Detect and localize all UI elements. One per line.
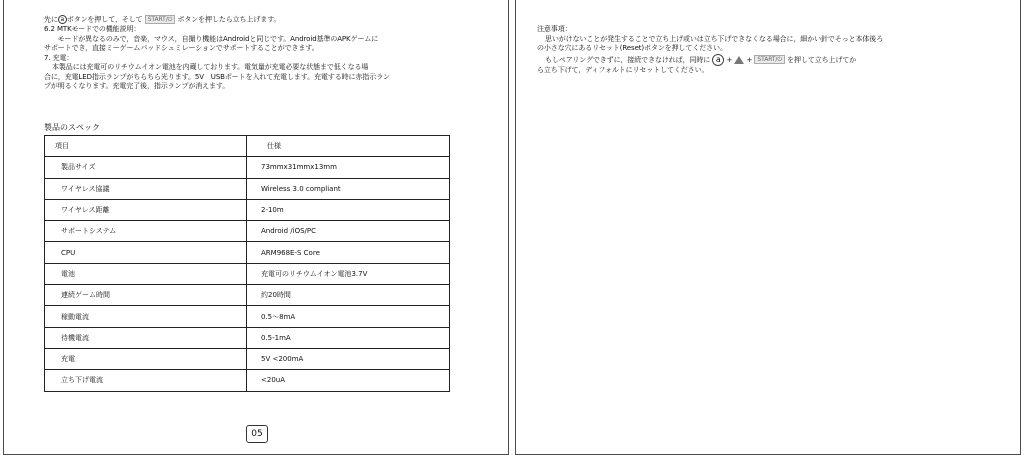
table-row xyxy=(45,178,450,199)
spec-item: サポートシステム xyxy=(45,221,247,242)
caution-heading: 注意事項： xyxy=(537,25,572,33)
a-button-icon: a xyxy=(58,15,67,24)
right-page-text xyxy=(537,25,883,75)
mtk-mode-text-1: モードが異なるのみで，音楽，マウス，自撮り機能はAndroidと同じです。Android基準のAPKゲームに xyxy=(44,34,379,43)
spec-header-item: 項目 xyxy=(45,136,247,157)
spec-item: 充電 xyxy=(45,348,247,369)
table-row xyxy=(45,157,450,178)
caution-text-1: 思いがけないことが発生することで立ち上げ或いは立ち下げできなくなる場合に，細かい針でそっと本体後ろ xyxy=(545,34,884,43)
spec-table-header-row xyxy=(45,136,450,157)
spec-value: 2-10m xyxy=(247,199,450,220)
start-button-icon: START/⏻ xyxy=(754,55,785,64)
spec-item: 立ち下げ電流 xyxy=(45,370,247,391)
table-row xyxy=(45,348,450,369)
table-row xyxy=(45,327,450,348)
charging-text-2: 合に，充電LED指示ランプがちらちら光ります。5V USBポートを入れて充電します。充電する時に赤指示ラン xyxy=(44,72,390,81)
charging-heading: 7. 充電： xyxy=(44,53,74,62)
table-row xyxy=(45,285,450,306)
spec-item: 稼動電流 xyxy=(45,306,247,327)
table-row xyxy=(45,221,450,242)
spec-item: 連続ゲーム時間 xyxy=(45,285,247,306)
spec-value: Android /iOS/PC xyxy=(247,221,450,242)
caution-text-2: の小さな穴にあるリセット(Reset)ボタンを押してください。 xyxy=(537,44,727,52)
table-row xyxy=(45,199,450,220)
page-number: 05 xyxy=(246,425,268,443)
table-row xyxy=(45,370,450,391)
charging-text-3: プが明るくなります。充電完了後，指示ランプが消えます。 xyxy=(44,82,230,90)
spec-header-value: 仕様 xyxy=(247,136,450,157)
caution-text-3: もしペアリングできずに，接続できなければ，同時に a + + START/⏻ を押して立ち上げてか xyxy=(545,54,857,64)
triangle-button-icon xyxy=(734,56,744,64)
spec-item: 待機電流 xyxy=(45,327,247,348)
spec-item: ワイヤレス協議 xyxy=(45,178,247,199)
caution-text-4: ら立ち下げて，ディフォルトにリセットしてください。 xyxy=(537,65,709,74)
spec-value: 約20時間 xyxy=(247,285,450,306)
spec-item: ワイヤレス距離 xyxy=(45,199,247,220)
right-page xyxy=(515,0,1021,455)
charging-text-1: 本製品には充電可のリチウムイオン電池を内蔵しております。電気量が充電必要な状態まで低くなる場 xyxy=(52,63,369,71)
spec-item: 電池 xyxy=(45,263,247,284)
spec-table xyxy=(44,135,450,392)
table-row xyxy=(45,242,450,263)
spec-value: ARM968E-S Core xyxy=(247,242,450,263)
spec-value: 73mmx31mmx13mm xyxy=(247,157,450,178)
left-page-text xyxy=(44,15,390,92)
spec-value: 0.5-1mA xyxy=(247,327,450,348)
spec-value: 5V <200mA xyxy=(247,348,450,369)
table-row xyxy=(45,306,450,327)
spec-value: 充電可のリチウムイオン電池3.7V xyxy=(247,263,450,284)
spec-item: 製品サイズ xyxy=(45,157,247,178)
mtk-mode-heading: 6.2 MTKモードでの機能説明： xyxy=(44,25,141,33)
spec-value: <20uA xyxy=(247,370,450,391)
spec-item: CPU xyxy=(45,242,247,263)
spec-title: 製品のスペック xyxy=(44,123,100,132)
a-button-icon: a xyxy=(712,54,724,66)
start-button-icon: START/⏻ xyxy=(145,15,176,24)
spec-value: Wireless 3.0 compliant xyxy=(247,178,450,199)
spec-value: 0.5～8mA xyxy=(247,306,450,327)
mtk-mode-text-2: サポートでき，直接ミーゲームパッドシュミレーションでサポートすることができます。 xyxy=(44,44,319,52)
table-row xyxy=(45,263,450,284)
line-start-instruction: 先に a ボタンを押して，そして START/⏻ ボタンを押したら立ち上げます。 xyxy=(44,15,281,24)
